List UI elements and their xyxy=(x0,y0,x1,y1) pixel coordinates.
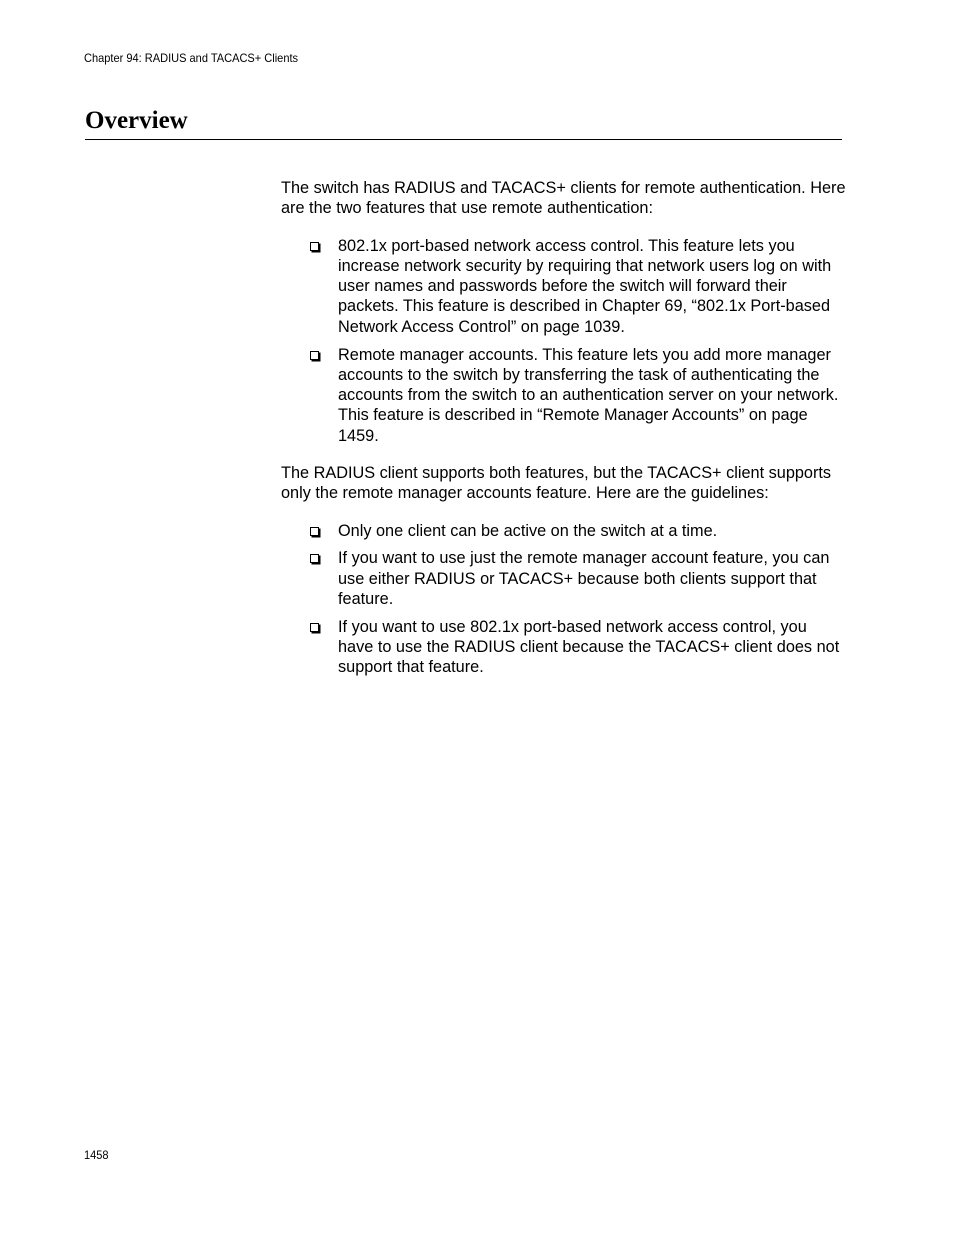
section-title: Overview xyxy=(85,107,188,134)
guidelines-list xyxy=(281,521,846,678)
checkbox-bullet-icon xyxy=(310,623,319,632)
page-number: 1458 xyxy=(84,1148,109,1162)
body-column xyxy=(281,178,846,678)
list-item-text: Only one client can be active on the switch at a time. xyxy=(338,521,718,540)
list-item xyxy=(281,345,846,446)
checkbox-bullet-icon xyxy=(310,527,319,536)
checkbox-bullet-icon xyxy=(310,242,319,251)
list-item xyxy=(281,236,846,337)
list-item-text: Remote manager accounts. This feature lets you add more manager accounts to the switch by transferring the task of authenticating the accounts from the switch to an authentication server on your network. This feature is described in “Remote Manager Accounts” on page 1459. xyxy=(338,345,839,445)
guidelines-paragraph: The RADIUS client supports both features, but the TACACS+ client supports only the remote manager accounts feature. Here are the guidelines: xyxy=(281,464,832,503)
checkbox-bullet-icon xyxy=(310,554,319,563)
running-header: Chapter 94: RADIUS and TACACS+ Clients xyxy=(84,51,299,65)
checkbox-bullet-icon xyxy=(310,351,319,360)
list-item xyxy=(281,548,846,609)
list-item xyxy=(281,521,846,541)
feature-list xyxy=(281,236,846,446)
list-item-text: 802.1x port-based network access control. This feature lets you increase network security by requiring that network users log on with user names and passwords before the switch will forward their packets. This feature is described in Chapter 69, “802.1x Port-based Network Access Control” on page 1039. xyxy=(338,236,832,336)
list-item-text: If you want to use just the remote manager account feature, you can use either RADIUS or TACACS+ because both clients support that feature. xyxy=(338,549,830,609)
title-rule xyxy=(85,139,842,140)
list-item-text: If you want to use 802.1x port-based network access control, you have to use the RADIUS client because the TACACS+ client does not support that feature. xyxy=(338,617,840,677)
intro-paragraph: The switch has RADIUS and TACACS+ clients for remote authentication. Here are the two features that use remote authentication: xyxy=(281,179,846,218)
list-item xyxy=(281,617,846,678)
